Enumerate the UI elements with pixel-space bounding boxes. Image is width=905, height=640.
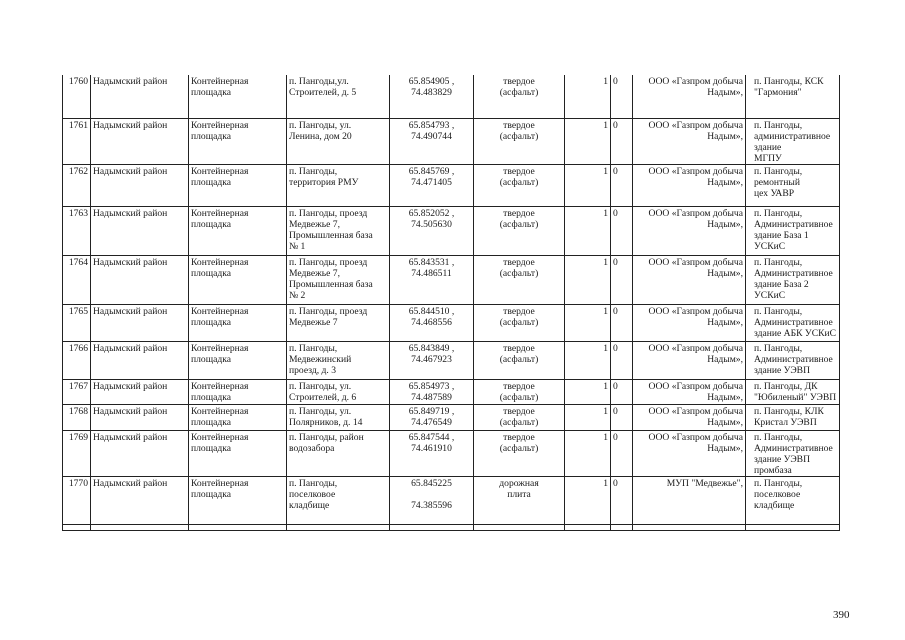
district-cell: Надымский район xyxy=(91,255,189,304)
latitude: 65.847544 , xyxy=(408,431,455,443)
owner-cell: ООО «Газпром добыча Надым», xyxy=(633,379,746,404)
surface-cell: твердое (асфальт) xyxy=(474,206,565,255)
owner-cell: ООО «Газпром добыча Надым», xyxy=(633,341,746,379)
address-cell: п. Пангоды,ул. Строителей, д. 5 xyxy=(287,75,390,118)
table-row xyxy=(63,206,840,255)
coordinates-cell xyxy=(390,476,474,530)
table-row xyxy=(63,304,840,341)
district-cell: Надымский район xyxy=(91,476,189,530)
container-count-cell: 1 xyxy=(565,304,611,341)
site-type-cell: Контейнерная площадка xyxy=(189,476,287,530)
latitude: 65.844510 , xyxy=(408,305,455,317)
volume-cell: 0 xyxy=(611,476,633,530)
table-row xyxy=(63,476,840,530)
latitude: 65.854793 , xyxy=(408,119,455,131)
address-cell: п. Пангоды, проезд Медвежье 7, Промышленная база № 2 xyxy=(287,255,390,304)
container-count-cell: 1 xyxy=(565,476,611,530)
surface-cell: твердое (асфальт) xyxy=(474,255,565,304)
owner-cell: МУП "Медвежье", xyxy=(633,476,746,530)
longitude: 74.468556 xyxy=(411,316,452,328)
owner-cell: ООО «Газпром добыча Надым», xyxy=(633,430,746,476)
container-count-cell: 1 xyxy=(565,164,611,206)
address-cell: п. Пангоды, ул. Строителей, д. 6 xyxy=(287,379,390,404)
latitude: 65.843531 , xyxy=(408,256,455,268)
longitude: 74.476549 xyxy=(411,416,452,428)
surface-cell: твердое (асфальт) xyxy=(474,404,565,430)
volume-cell: 0 xyxy=(611,206,633,255)
waste-source-cell: п. Пангоды, ремонтный цех УАВР xyxy=(746,164,840,206)
surface-cell: твердое (асфальт) xyxy=(474,341,565,379)
surface-cell: твердое (асфальт) xyxy=(474,379,565,404)
table-row xyxy=(63,75,840,118)
waste-source-cell: п. Пангоды, ДК "Юбиленый" УЭВП xyxy=(746,379,840,404)
volume-cell: 0 xyxy=(611,75,633,118)
address-cell: п. Пангоды, Медвежинский проезд, д. 3 xyxy=(287,341,390,379)
table-bottom-border xyxy=(62,524,839,525)
address-cell: п. Пангоды, ул. Ленина, дом 20 xyxy=(287,118,390,164)
row-number: 1760 xyxy=(63,75,91,118)
owner-cell: ООО «Газпром добыча Надым», xyxy=(633,404,746,430)
table-row xyxy=(63,404,840,430)
owner-cell: ООО «Газпром добыча Надым», xyxy=(633,118,746,164)
surface-cell: твердое (асфальт) xyxy=(474,164,565,206)
volume-cell: 0 xyxy=(611,304,633,341)
container-count-cell: 1 xyxy=(565,206,611,255)
table-row xyxy=(63,255,840,304)
site-type-cell: Контейнерная площадка xyxy=(189,118,287,164)
district-cell: Надымский район xyxy=(91,164,189,206)
coordinates-cell xyxy=(390,255,474,304)
row-number: 1770 xyxy=(63,476,91,530)
table-row xyxy=(63,379,840,404)
longitude: 74.385596 xyxy=(411,499,452,511)
row-number: 1767 xyxy=(63,379,91,404)
surface-cell: твердое (асфальт) xyxy=(474,75,565,118)
waste-source-cell: п. Пангоды, КЛК Кристал УЭВП xyxy=(746,404,840,430)
volume-cell: 0 xyxy=(611,430,633,476)
waste-source-cell: п. Пангоды, Административное здание База 2 УСКиС xyxy=(746,255,840,304)
table-row xyxy=(63,164,840,206)
address-cell: п. Пангоды, проезд Медвежье 7, Промышленная база № 1 xyxy=(287,206,390,255)
latitude: 65.852052 , xyxy=(408,207,455,219)
coordinates-cell xyxy=(390,206,474,255)
site-type-cell: Контейнерная площадка xyxy=(189,206,287,255)
owner-cell: ООО «Газпром добыча Надым», xyxy=(633,255,746,304)
container-count-cell: 1 xyxy=(565,118,611,164)
coordinates-cell xyxy=(390,304,474,341)
latitude: 65.849719 , xyxy=(408,405,455,417)
coordinates-cell xyxy=(390,379,474,404)
coordinates-cell xyxy=(390,164,474,206)
volume-cell: 0 xyxy=(611,118,633,164)
waste-source-cell: п. Пангоды, поселковое кладбище xyxy=(746,476,840,530)
site-type-cell: Контейнерная площадка xyxy=(189,75,287,118)
site-type-cell: Контейнерная площадка xyxy=(189,430,287,476)
container-count-cell: 1 xyxy=(565,430,611,476)
volume-cell: 0 xyxy=(611,404,633,430)
volume-cell: 0 xyxy=(611,255,633,304)
owner-cell: ООО «Газпром добыча Надым», xyxy=(633,164,746,206)
district-cell: Надымский район xyxy=(91,304,189,341)
site-type-cell: Контейнерная площадка xyxy=(189,304,287,341)
row-number: 1763 xyxy=(63,206,91,255)
district-cell: Надымский район xyxy=(91,341,189,379)
container-count-cell: 1 xyxy=(565,341,611,379)
longitude: 74.471405 xyxy=(411,176,452,188)
owner-cell: ООО «Газпром добыча Надым», xyxy=(633,206,746,255)
owner-cell: ООО «Газпром добыча Надым», xyxy=(633,75,746,118)
waste-source-cell: п. Пангоды, Административное здание УЭВП промбаза xyxy=(746,430,840,476)
waste-source-cell: п. Пангоды, Административное здание База 1 УСКиС xyxy=(746,206,840,255)
page-number: 390 xyxy=(833,609,850,621)
district-cell: Надымский район xyxy=(91,404,189,430)
row-number: 1766 xyxy=(63,341,91,379)
site-type-cell: Контейнерная площадка xyxy=(189,341,287,379)
table-row xyxy=(63,118,840,164)
table-row xyxy=(63,341,840,379)
row-number: 1769 xyxy=(63,430,91,476)
row-number: 1764 xyxy=(63,255,91,304)
district-cell: Надымский район xyxy=(91,75,189,118)
volume-cell: 0 xyxy=(611,341,633,379)
longitude: 74.486511 xyxy=(411,267,452,279)
address-cell: п. Пангоды, поселковое кладбище xyxy=(287,476,390,530)
waste-source-cell: п. Пангоды, Административное здание УЭВП xyxy=(746,341,840,379)
container-count-cell: 1 xyxy=(565,75,611,118)
container-count-cell: 1 xyxy=(565,379,611,404)
address-cell: п. Пангоды, проезд Медвежье 7 xyxy=(287,304,390,341)
waste-source-cell: п. Пангоды, КСК "Гармония" xyxy=(746,75,840,118)
site-type-cell: Контейнерная площадка xyxy=(189,379,287,404)
coordinates-cell xyxy=(390,118,474,164)
row-number: 1762 xyxy=(63,164,91,206)
coordinates-cell xyxy=(390,404,474,430)
surface-cell: твердое (асфальт) xyxy=(474,430,565,476)
surface-cell: твердое (асфальт) xyxy=(474,118,565,164)
site-type-cell: Контейнерная площадка xyxy=(189,164,287,206)
container-count-cell: 1 xyxy=(565,404,611,430)
address-cell: п. Пангоды, территория РМУ xyxy=(287,164,390,206)
row-number: 1761 xyxy=(63,118,91,164)
registry-table xyxy=(62,75,840,531)
latitude: 65.845769 , xyxy=(408,165,455,177)
latitude: 65.854973 , xyxy=(408,380,455,392)
waste-source-cell: п. Пангоды, Административное здание АБК УСКиС xyxy=(746,304,840,341)
longitude: 74.483829 xyxy=(411,87,452,98)
longitude: 74.490744 xyxy=(411,130,452,142)
surface-cell: дорожная плита xyxy=(474,476,565,530)
longitude: 74.467923 xyxy=(411,353,452,365)
surface-cell: твердое (асфальт) xyxy=(474,304,565,341)
latitude: 65.843849 , xyxy=(408,342,455,354)
district-cell: Надымский район xyxy=(91,206,189,255)
coordinates-cell xyxy=(390,75,474,118)
volume-cell: 0 xyxy=(611,164,633,206)
site-type-cell: Контейнерная площадка xyxy=(189,404,287,430)
site-type-cell: Контейнерная площадка xyxy=(189,255,287,304)
container-count-cell: 1 xyxy=(565,255,611,304)
longitude: 74.487589 xyxy=(411,391,452,403)
coordinates-cell xyxy=(390,341,474,379)
address-cell: п. Пангоды, район водозабора xyxy=(287,430,390,476)
table-row xyxy=(63,430,840,476)
owner-cell: ООО «Газпром добыча Надым», xyxy=(633,304,746,341)
district-cell: Надымский район xyxy=(91,118,189,164)
longitude: 74.461910 xyxy=(411,442,452,454)
district-cell: Надымский район xyxy=(91,430,189,476)
district-cell: Надымский район xyxy=(91,379,189,404)
address-cell: п. Пангоды, ул. Полярников, д. 14 xyxy=(287,404,390,430)
coordinates-cell xyxy=(390,430,474,476)
latitude: 65.845225 xyxy=(411,477,452,489)
longitude: 74.505630 xyxy=(411,218,452,230)
row-number: 1765 xyxy=(63,304,91,341)
latitude: 65.854905 , xyxy=(408,76,455,87)
waste-source-cell: п. Пангоды, административное здание МГПУ xyxy=(746,118,840,164)
volume-cell: 0 xyxy=(611,379,633,404)
row-number: 1768 xyxy=(63,404,91,430)
